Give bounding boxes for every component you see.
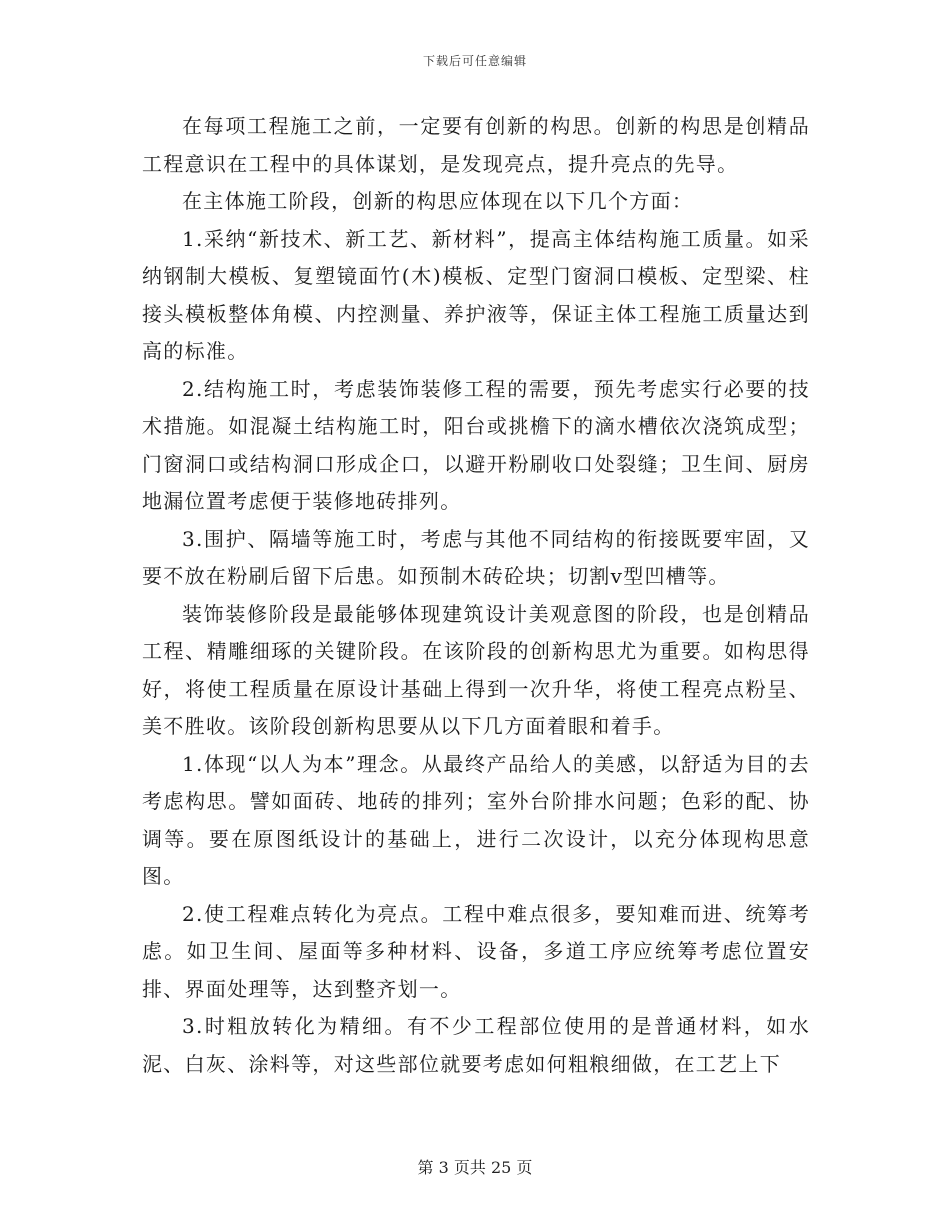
- page-header: 下载后可任意编辑: [422, 54, 527, 68]
- paragraph: 3.时粗放转化为精细。有不少工程部位使用的是普通材料，如水泥、白灰、涂料等，对这些部位就要考虑如何粗粮细做，在工艺上下: [142, 1014, 810, 1076]
- page-footer: 第 3 页共 25 页: [417, 1158, 533, 1177]
- paragraph: 1.体现“以人为本”理念。从最终产品给人的美感，以舒适为目的去考虑构思。譬如面砖、地砖的排列；室外台阶排水问题；色彩的配、协调等。要在原图纸设计的基础上，进行二次设计，以充分体现构思意图。: [142, 751, 810, 888]
- paragraph: 在每项工程施工之前，一定要有创新的构思。创新的构思是创精品工程意识在工程中的具体谋划，是发现亮点，提升亮点的先导。: [142, 114, 810, 176]
- document-body: [142, 108, 810, 1083]
- paragraph: 1.采纳“新技术、新工艺、新材料”，提高主体结构施工质量。如采纳钢制大模板、复塑镜面竹(木)模板、定型门窗洞口模板、定型梁、柱接头模板整体角模、内控测量、养护液等，保证主体工程施工质量达到高的标准。: [142, 226, 810, 363]
- paragraph: 装饰装修阶段是最能够体现建筑设计美观意图的阶段，也是创精品工程、精雕细琢的关键阶段。在该阶段的创新构思尤为重要。如构思得好，将使工程质量在原设计基础上得到一次升华，将使工程亮点粉呈、美不胜收。该阶段创新构思要从以下几方面着眼和着手。: [142, 601, 810, 738]
- paragraph: 在主体施工阶段，创新的构思应体现在以下几个方面：: [182, 189, 694, 213]
- paragraph: 2.使工程难点转化为亮点。工程中难点很多，要知难而进、统筹考虑。如卫生间、屋面等多种材料、设备，多道工序应统筹考虑位置安排、界面处理等，达到整齐划一。: [142, 901, 810, 1001]
- paragraph: 2.结构施工时，考虑装饰装修工程的需要，预先考虑实行必要的技术措施。如混凝土结构施工时，阳台或挑檐下的滴水槽依次浇筑成型；门窗洞口或结构洞口形成企口，以避开粉刷收口处裂缝；卫生间、厨房地漏位置考虑便于装修地砖排列。: [142, 376, 810, 513]
- paragraph: 3.围护、隔墙等施工时，考虑与其他不同结构的衔接既要牢固，又要不放在粉刷后留下后患。如预制木砖砼块；切割v型凹槽等。: [142, 526, 810, 588]
